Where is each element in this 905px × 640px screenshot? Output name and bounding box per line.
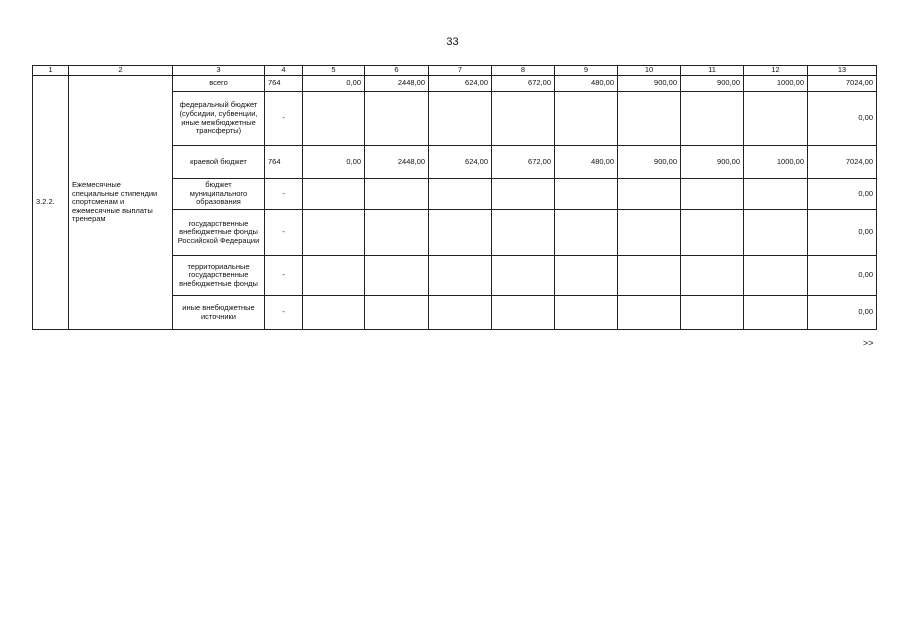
value-cell: 480,00 [555, 76, 618, 92]
value-cell [744, 210, 808, 256]
value-cell [681, 210, 744, 256]
value-cell [618, 210, 681, 256]
header-cell: 6 [365, 66, 429, 76]
value-cell [365, 256, 429, 296]
header-cell: 8 [492, 66, 555, 76]
value-cell [681, 92, 744, 146]
value-cell: 624,00 [429, 146, 492, 179]
indicator-cell: 764 [265, 146, 303, 179]
value-cell: 0,00 [808, 210, 877, 256]
value-cell [744, 179, 808, 210]
value-cell [429, 179, 492, 210]
value-cell [618, 179, 681, 210]
value-cell: 0,00 [303, 76, 365, 92]
value-cell [492, 92, 555, 146]
value-cell [303, 296, 365, 330]
value-cell: 2448,00 [365, 76, 429, 92]
page-number: 33 [446, 36, 459, 48]
value-cell [303, 179, 365, 210]
header-cell: 13 [808, 66, 877, 76]
value-cell [429, 210, 492, 256]
value-cell [555, 256, 618, 296]
header-cell: 5 [303, 66, 365, 76]
value-cell [365, 210, 429, 256]
value-cell [744, 256, 808, 296]
budget-table [32, 65, 877, 330]
value-cell [492, 296, 555, 330]
value-cell [429, 296, 492, 330]
value-cell [303, 92, 365, 146]
value-cell: 2448,00 [365, 146, 429, 179]
value-cell [744, 92, 808, 146]
header-cell: 3 [173, 66, 265, 76]
row-code-cell: 3.2.2. [33, 76, 69, 330]
source-cell: краевой бюджет [173, 146, 265, 179]
value-cell: 0,00 [808, 179, 877, 210]
header-cell: 1 [33, 66, 69, 76]
value-cell [681, 256, 744, 296]
header-cell: 7 [429, 66, 492, 76]
value-cell [618, 296, 681, 330]
value-cell [555, 92, 618, 146]
value-cell [555, 210, 618, 256]
value-cell [618, 256, 681, 296]
source-cell: федеральный бюджет (субсидии, субвенции, иные межбюджетные трансферты) [173, 92, 265, 146]
value-cell: 480,00 [555, 146, 618, 179]
source-cell: бюджет муниципального образования [173, 179, 265, 210]
value-cell: 900,00 [618, 76, 681, 92]
value-cell: 900,00 [681, 76, 744, 92]
value-cell [365, 296, 429, 330]
value-cell [303, 256, 365, 296]
indicator-cell: - [265, 179, 303, 210]
indicator-cell: 764 [265, 76, 303, 92]
value-cell: 0,00 [808, 296, 877, 330]
value-cell [365, 92, 429, 146]
value-cell: 7024,00 [808, 76, 877, 92]
header-cell: 10 [618, 66, 681, 76]
value-cell: 672,00 [492, 146, 555, 179]
value-cell [555, 296, 618, 330]
value-cell: 900,00 [681, 146, 744, 179]
value-cell [492, 256, 555, 296]
value-cell: 1000,00 [744, 146, 808, 179]
value-cell: 900,00 [618, 146, 681, 179]
header-cell: 9 [555, 66, 618, 76]
value-cell: 7024,00 [808, 146, 877, 179]
value-cell [555, 179, 618, 210]
value-cell: 0,00 [808, 92, 877, 146]
value-cell: 0,00 [303, 146, 365, 179]
source-cell: территориальные государственные внебюджетные фонды [173, 256, 265, 296]
value-cell [618, 92, 681, 146]
value-cell: 0,00 [808, 256, 877, 296]
header-cell: 2 [69, 66, 173, 76]
value-cell [365, 179, 429, 210]
source-cell: иные внебюджетные источники [173, 296, 265, 330]
source-cell: государственные внебюджетные фонды Российской Федерации [173, 210, 265, 256]
value-cell [429, 92, 492, 146]
header-cell: 12 [744, 66, 808, 76]
table-row [33, 76, 877, 92]
value-cell [681, 179, 744, 210]
indicator-cell: - [265, 92, 303, 146]
source-cell: всего [173, 76, 265, 92]
value-cell [681, 296, 744, 330]
value-cell: 624,00 [429, 76, 492, 92]
header-cell: 4 [265, 66, 303, 76]
indicator-cell: - [265, 210, 303, 256]
value-cell: 1000,00 [744, 76, 808, 92]
indicator-cell: - [265, 296, 303, 330]
value-cell [744, 296, 808, 330]
value-cell [429, 256, 492, 296]
value-cell [303, 210, 365, 256]
header-row [33, 66, 877, 76]
continuation-mark: >> [863, 338, 874, 348]
indicator-cell: - [265, 256, 303, 296]
value-cell [492, 179, 555, 210]
value-cell [492, 210, 555, 256]
header-cell: 11 [681, 66, 744, 76]
value-cell: 672,00 [492, 76, 555, 92]
row-name-cell: Ежемесячные специальные стипендии спортсменам и ежемесячные выплаты тренерам [69, 76, 173, 330]
